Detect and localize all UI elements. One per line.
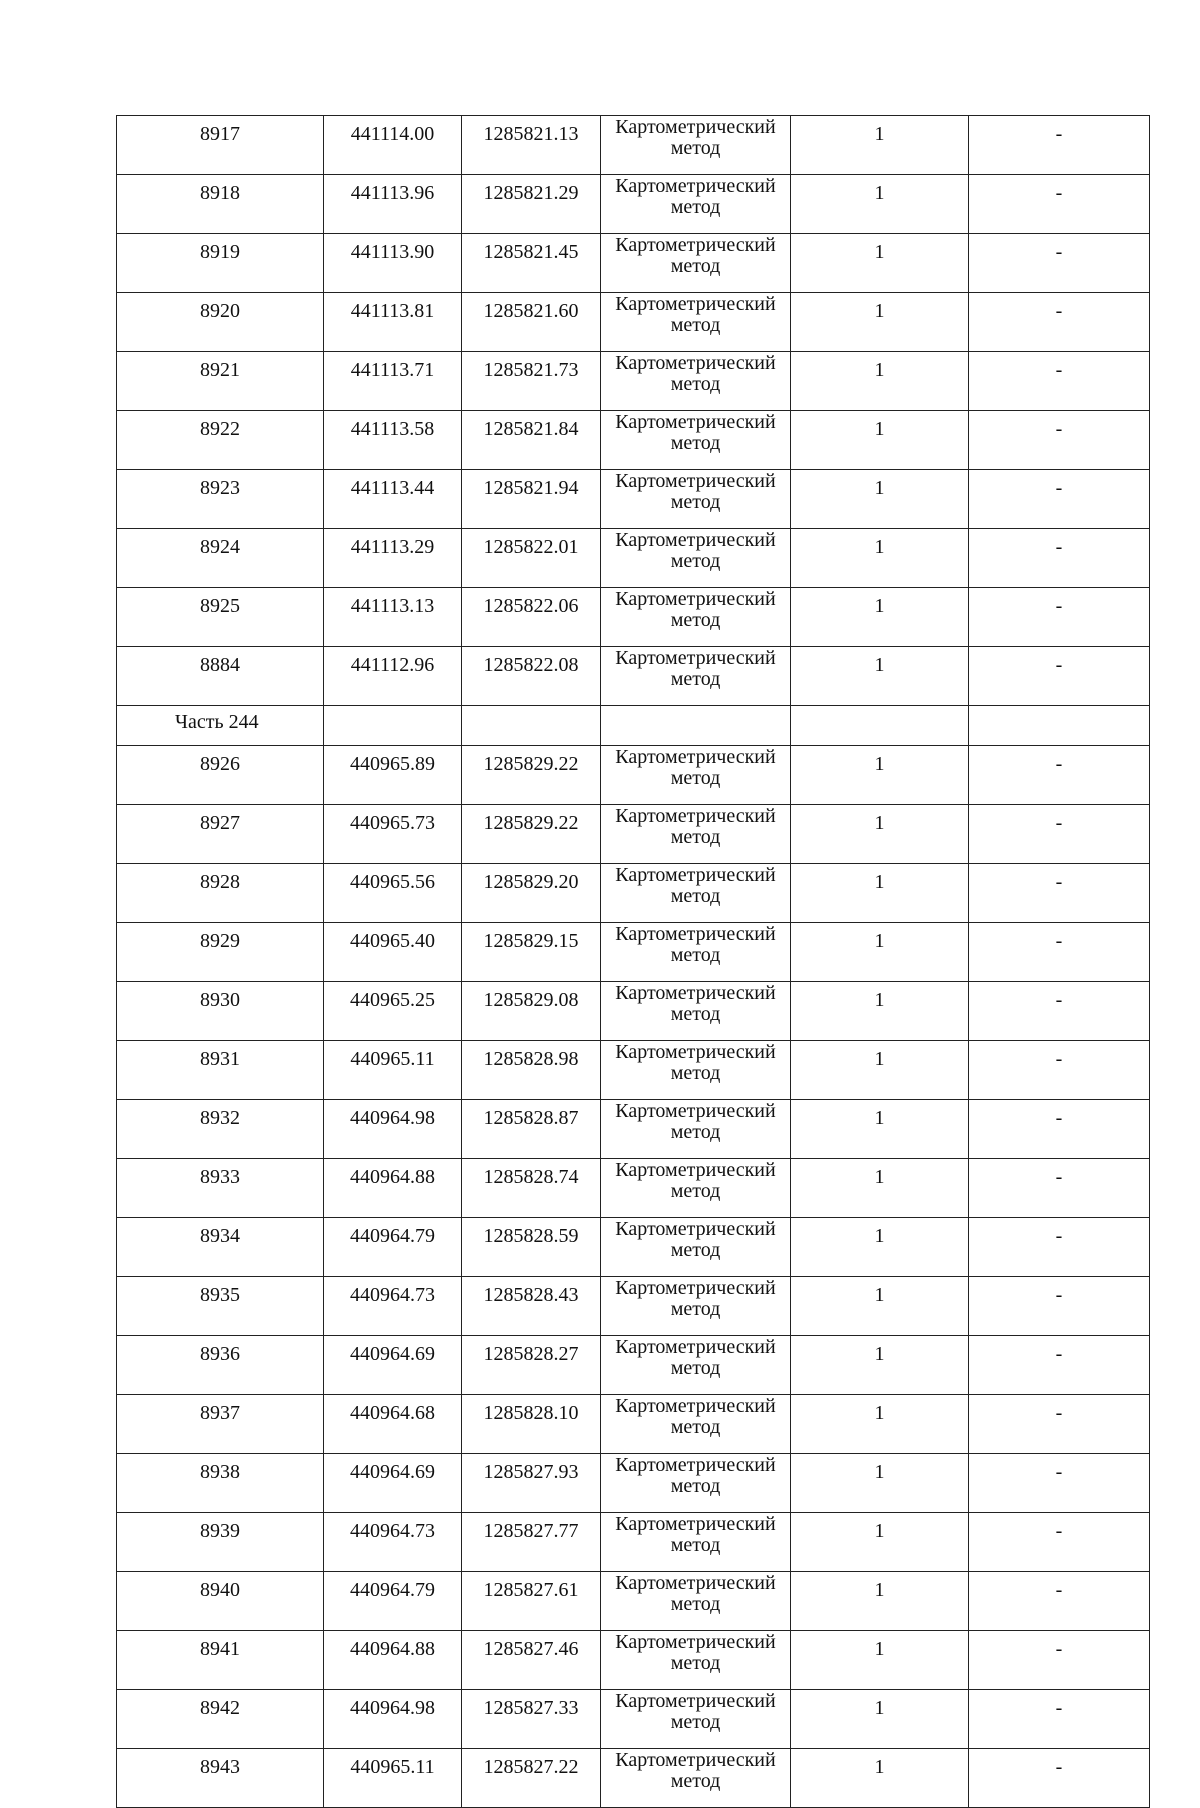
- table-row: [117, 805, 1150, 864]
- point-number-cell: 8921: [117, 352, 324, 411]
- table-row: [117, 1631, 1150, 1690]
- point-number-cell: 8933: [117, 1159, 324, 1218]
- table-row: [117, 746, 1150, 805]
- method-cell: Картометрический метод: [601, 1631, 791, 1690]
- point-number-cell: 8924: [117, 529, 324, 588]
- table-row: [117, 175, 1150, 234]
- x-coordinate-cell: 440964.79: [324, 1218, 462, 1277]
- method-cell: Картометрический метод: [601, 1159, 791, 1218]
- coordinates-table: [116, 115, 1150, 1808]
- y-coordinate-cell: 1285828.10: [462, 1395, 601, 1454]
- y-coordinate-cell: 1285822.06: [462, 588, 601, 647]
- method-cell: Картометрический метод: [601, 411, 791, 470]
- y-coordinate-cell: 1285828.74: [462, 1159, 601, 1218]
- method-cell: Картометрический метод: [601, 1749, 791, 1808]
- table-row: [117, 234, 1150, 293]
- table-row: [117, 293, 1150, 352]
- method-cell: Картометрический метод: [601, 647, 791, 706]
- accuracy-cell: 1: [791, 1513, 969, 1572]
- table-row: [117, 529, 1150, 588]
- table-row: [117, 116, 1150, 175]
- y-coordinate-cell: 1285828.27: [462, 1336, 601, 1395]
- method-cell: Картометрический метод: [601, 1218, 791, 1277]
- table-row: [117, 470, 1150, 529]
- note-cell: -: [969, 529, 1150, 588]
- method-cell: Картометрический метод: [601, 1336, 791, 1395]
- point-number-cell: 8928: [117, 864, 324, 923]
- note-cell: -: [969, 864, 1150, 923]
- point-number-cell: 8943: [117, 1749, 324, 1808]
- note-cell: -: [969, 647, 1150, 706]
- y-coordinate-cell: 1285821.73: [462, 352, 601, 411]
- point-number-cell: 8937: [117, 1395, 324, 1454]
- accuracy-cell: 1: [791, 1041, 969, 1100]
- x-coordinate-cell: 441113.29: [324, 529, 462, 588]
- x-coordinate-cell: 441113.81: [324, 293, 462, 352]
- y-coordinate-cell: 1285828.59: [462, 1218, 601, 1277]
- method-cell: Картометрический метод: [601, 982, 791, 1041]
- x-coordinate-cell: 440964.88: [324, 1159, 462, 1218]
- table-row: [117, 982, 1150, 1041]
- accuracy-cell: 1: [791, 1690, 969, 1749]
- note-cell: -: [969, 1277, 1150, 1336]
- x-coordinate-cell: 440964.73: [324, 1513, 462, 1572]
- table-row: [117, 1159, 1150, 1218]
- point-number-cell: 8942: [117, 1690, 324, 1749]
- y-coordinate-cell: 1285829.22: [462, 746, 601, 805]
- y-coordinate-cell: 1285828.43: [462, 1277, 601, 1336]
- point-number-cell: 8938: [117, 1454, 324, 1513]
- note-cell: -: [969, 234, 1150, 293]
- x-coordinate-cell: 441113.58: [324, 411, 462, 470]
- point-number-cell: 8925: [117, 588, 324, 647]
- point-number-cell: 8930: [117, 982, 324, 1041]
- point-number-cell: 8884: [117, 647, 324, 706]
- y-coordinate-cell: 1285822.08: [462, 647, 601, 706]
- accuracy-cell: 1: [791, 1749, 969, 1808]
- x-coordinate-cell: 440964.98: [324, 1690, 462, 1749]
- point-number-cell: 8932: [117, 1100, 324, 1159]
- accuracy-cell: 1: [791, 746, 969, 805]
- y-coordinate-cell: 1285829.08: [462, 982, 601, 1041]
- part-label: Часть 244: [117, 706, 324, 746]
- method-cell: Картометрический метод: [601, 923, 791, 982]
- accuracy-cell: 1: [791, 1572, 969, 1631]
- point-number-cell: 8931: [117, 1041, 324, 1100]
- note-cell: -: [969, 588, 1150, 647]
- accuracy-cell: 1: [791, 529, 969, 588]
- method-cell: Картометрический метод: [601, 1572, 791, 1631]
- x-coordinate-cell: 441114.00: [324, 116, 462, 175]
- x-coordinate-cell: 440964.88: [324, 1631, 462, 1690]
- table-row: [117, 411, 1150, 470]
- x-coordinate-cell: 440964.69: [324, 1336, 462, 1395]
- empty-cell: [462, 706, 601, 746]
- table-row: [117, 1218, 1150, 1277]
- method-cell: Картометрический метод: [601, 352, 791, 411]
- method-cell: Картометрический метод: [601, 1041, 791, 1100]
- y-coordinate-cell: 1285827.22: [462, 1749, 601, 1808]
- accuracy-cell: 1: [791, 352, 969, 411]
- note-cell: -: [969, 1100, 1150, 1159]
- point-number-cell: 8929: [117, 923, 324, 982]
- note-cell: -: [969, 293, 1150, 352]
- accuracy-cell: 1: [791, 1631, 969, 1690]
- method-cell: Картометрический метод: [601, 864, 791, 923]
- point-number-cell: 8939: [117, 1513, 324, 1572]
- accuracy-cell: 1: [791, 923, 969, 982]
- x-coordinate-cell: 441113.44: [324, 470, 462, 529]
- point-number-cell: 8923: [117, 470, 324, 529]
- x-coordinate-cell: 440964.79: [324, 1572, 462, 1631]
- note-cell: -: [969, 1513, 1150, 1572]
- empty-cell: [324, 706, 462, 746]
- y-coordinate-cell: 1285821.60: [462, 293, 601, 352]
- accuracy-cell: 1: [791, 116, 969, 175]
- note-cell: -: [969, 982, 1150, 1041]
- table-row: [117, 1572, 1150, 1631]
- method-cell: Картометрический метод: [601, 175, 791, 234]
- empty-cell: [969, 706, 1150, 746]
- method-cell: Картометрический метод: [601, 746, 791, 805]
- x-coordinate-cell: 440965.11: [324, 1041, 462, 1100]
- method-cell: Картометрический метод: [601, 1690, 791, 1749]
- accuracy-cell: 1: [791, 1336, 969, 1395]
- method-cell: Картометрический метод: [601, 1454, 791, 1513]
- accuracy-cell: 1: [791, 1218, 969, 1277]
- point-number-cell: 8917: [117, 116, 324, 175]
- accuracy-cell: 1: [791, 1395, 969, 1454]
- y-coordinate-cell: 1285827.33: [462, 1690, 601, 1749]
- point-number-cell: 8920: [117, 293, 324, 352]
- table-row: [117, 1100, 1150, 1159]
- note-cell: -: [969, 1336, 1150, 1395]
- point-number-cell: 8919: [117, 234, 324, 293]
- note-cell: -: [969, 1690, 1150, 1749]
- accuracy-cell: 1: [791, 588, 969, 647]
- table-row: [117, 1277, 1150, 1336]
- accuracy-cell: 1: [791, 982, 969, 1041]
- table-row: [117, 923, 1150, 982]
- table-row: [117, 1749, 1150, 1808]
- note-cell: -: [969, 1041, 1150, 1100]
- point-number-cell: 8935: [117, 1277, 324, 1336]
- method-cell: Картометрический метод: [601, 234, 791, 293]
- note-cell: -: [969, 470, 1150, 529]
- point-number-cell: 8926: [117, 746, 324, 805]
- x-coordinate-cell: 440964.98: [324, 1100, 462, 1159]
- y-coordinate-cell: 1285828.87: [462, 1100, 601, 1159]
- table-row: [117, 1513, 1150, 1572]
- point-number-cell: 8941: [117, 1631, 324, 1690]
- method-cell: Картометрический метод: [601, 805, 791, 864]
- x-coordinate-cell: 441113.71: [324, 352, 462, 411]
- accuracy-cell: 1: [791, 293, 969, 352]
- y-coordinate-cell: 1285828.98: [462, 1041, 601, 1100]
- table-row: [117, 1336, 1150, 1395]
- y-coordinate-cell: 1285822.01: [462, 529, 601, 588]
- x-coordinate-cell: 441113.90: [324, 234, 462, 293]
- x-coordinate-cell: 440964.68: [324, 1395, 462, 1454]
- note-cell: -: [969, 175, 1150, 234]
- method-cell: Картометрический метод: [601, 1395, 791, 1454]
- accuracy-cell: 1: [791, 1454, 969, 1513]
- table-row: [117, 864, 1150, 923]
- note-cell: -: [969, 746, 1150, 805]
- x-coordinate-cell: 440964.73: [324, 1277, 462, 1336]
- accuracy-cell: 1: [791, 647, 969, 706]
- point-number-cell: 8918: [117, 175, 324, 234]
- y-coordinate-cell: 1285827.93: [462, 1454, 601, 1513]
- y-coordinate-cell: 1285821.84: [462, 411, 601, 470]
- y-coordinate-cell: 1285829.15: [462, 923, 601, 982]
- table-row: [117, 352, 1150, 411]
- note-cell: -: [969, 1454, 1150, 1513]
- method-cell: Картометрический метод: [601, 1100, 791, 1159]
- part-header-row: [117, 706, 1150, 746]
- empty-cell: [601, 706, 791, 746]
- y-coordinate-cell: 1285829.22: [462, 805, 601, 864]
- x-coordinate-cell: 440964.69: [324, 1454, 462, 1513]
- note-cell: -: [969, 411, 1150, 470]
- x-coordinate-cell: 440965.11: [324, 1749, 462, 1808]
- note-cell: -: [969, 1631, 1150, 1690]
- accuracy-cell: 1: [791, 864, 969, 923]
- note-cell: -: [969, 1218, 1150, 1277]
- accuracy-cell: 1: [791, 1100, 969, 1159]
- table-row: [117, 588, 1150, 647]
- accuracy-cell: 1: [791, 411, 969, 470]
- note-cell: -: [969, 923, 1150, 982]
- accuracy-cell: 1: [791, 1159, 969, 1218]
- y-coordinate-cell: 1285821.29: [462, 175, 601, 234]
- method-cell: Картометрический метод: [601, 588, 791, 647]
- accuracy-cell: 1: [791, 805, 969, 864]
- y-coordinate-cell: 1285827.46: [462, 1631, 601, 1690]
- x-coordinate-cell: 440965.89: [324, 746, 462, 805]
- x-coordinate-cell: 441112.96: [324, 647, 462, 706]
- method-cell: Картометрический метод: [601, 470, 791, 529]
- x-coordinate-cell: 440965.25: [324, 982, 462, 1041]
- y-coordinate-cell: 1285829.20: [462, 864, 601, 923]
- note-cell: -: [969, 805, 1150, 864]
- point-number-cell: 8936: [117, 1336, 324, 1395]
- point-number-cell: 8940: [117, 1572, 324, 1631]
- method-cell: Картометрический метод: [601, 529, 791, 588]
- y-coordinate-cell: 1285827.61: [462, 1572, 601, 1631]
- table-row: [117, 647, 1150, 706]
- y-coordinate-cell: 1285821.13: [462, 116, 601, 175]
- table-row: [117, 1041, 1150, 1100]
- method-cell: Картометрический метод: [601, 1513, 791, 1572]
- empty-cell: [791, 706, 969, 746]
- point-number-cell: 8934: [117, 1218, 324, 1277]
- y-coordinate-cell: 1285827.77: [462, 1513, 601, 1572]
- accuracy-cell: 1: [791, 1277, 969, 1336]
- note-cell: -: [969, 1159, 1150, 1218]
- table-row: [117, 1395, 1150, 1454]
- table-row: [117, 1690, 1150, 1749]
- table-row: [117, 1454, 1150, 1513]
- x-coordinate-cell: 440965.56: [324, 864, 462, 923]
- note-cell: -: [969, 1749, 1150, 1808]
- note-cell: -: [969, 1395, 1150, 1454]
- x-coordinate-cell: 441113.96: [324, 175, 462, 234]
- point-number-cell: 8927: [117, 805, 324, 864]
- method-cell: Картометрический метод: [601, 1277, 791, 1336]
- method-cell: Картометрический метод: [601, 293, 791, 352]
- note-cell: -: [969, 116, 1150, 175]
- point-number-cell: 8922: [117, 411, 324, 470]
- accuracy-cell: 1: [791, 234, 969, 293]
- note-cell: -: [969, 352, 1150, 411]
- accuracy-cell: 1: [791, 175, 969, 234]
- method-cell: Картометрический метод: [601, 116, 791, 175]
- y-coordinate-cell: 1285821.94: [462, 470, 601, 529]
- coordinates-table-body: [117, 116, 1150, 1808]
- y-coordinate-cell: 1285821.45: [462, 234, 601, 293]
- x-coordinate-cell: 440965.73: [324, 805, 462, 864]
- note-cell: -: [969, 1572, 1150, 1631]
- accuracy-cell: 1: [791, 470, 969, 529]
- x-coordinate-cell: 441113.13: [324, 588, 462, 647]
- x-coordinate-cell: 440965.40: [324, 923, 462, 982]
